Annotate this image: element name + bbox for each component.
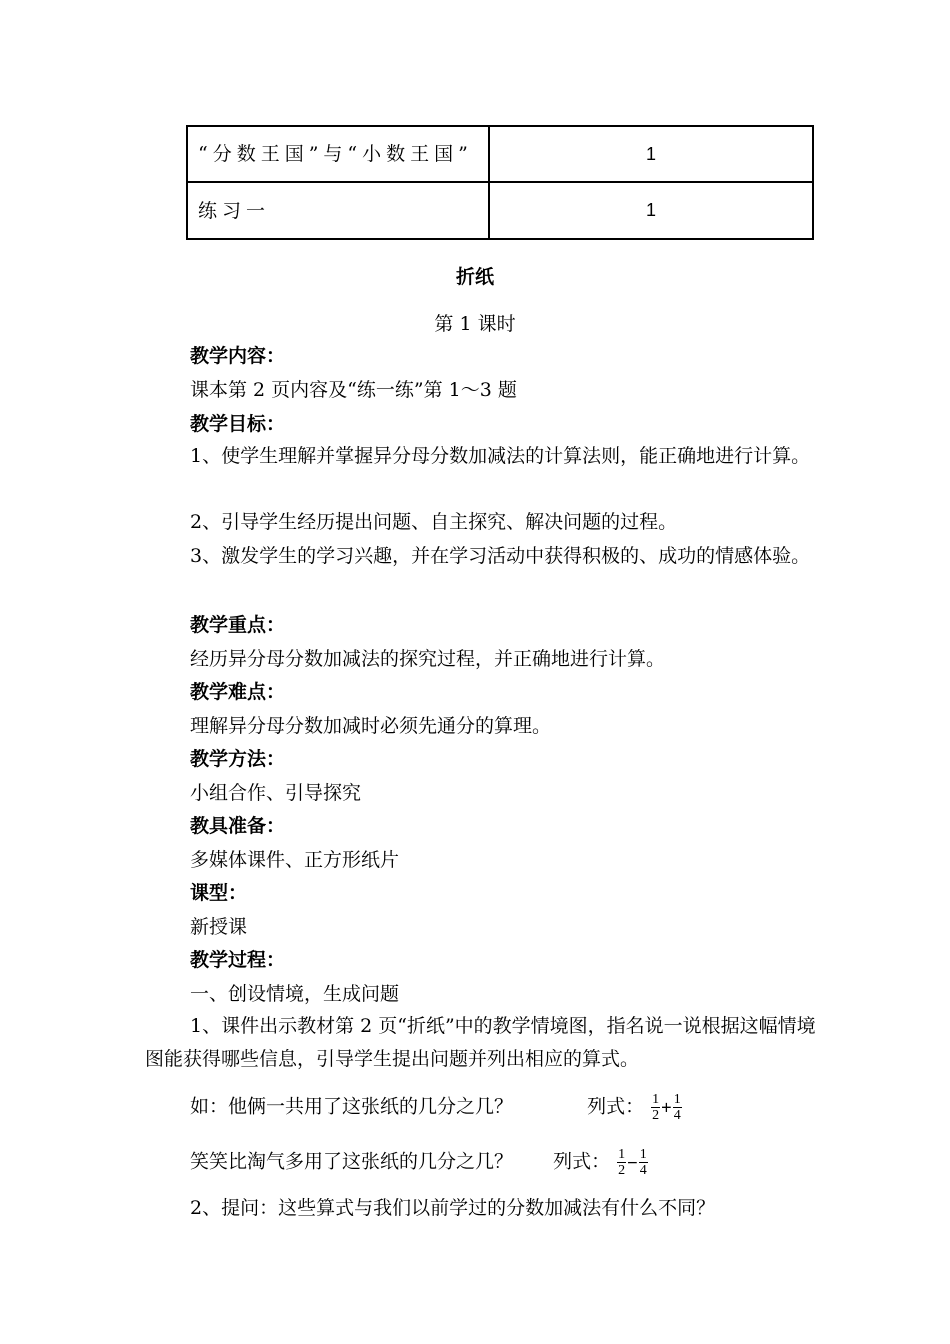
question-text: 如：他俩一共用了这张纸的几分之几？ xyxy=(190,1095,514,1118)
goal-item: 1、使学生理解并掌握异分母分数加减法的计算法则，能正确地进行计算。 xyxy=(190,445,811,467)
content-text: 课本第 2 页内容及“练一练”第 1～3 题 xyxy=(190,379,517,401)
formula-label: 列式： xyxy=(553,1150,611,1173)
lesson-hours-table xyxy=(186,125,814,240)
key-points-text: 经历异分母分数加减法的探究过程，并正确地进行计算。 xyxy=(190,648,666,670)
lesson-type-text: 新授课 xyxy=(190,916,248,938)
lesson-number: 第 1 课时 xyxy=(434,313,516,335)
process-heading: 教学过程： xyxy=(190,949,286,971)
fraction: $\frac{1}{2}$ xyxy=(652,1092,660,1123)
operator: − xyxy=(627,1152,638,1173)
lesson-hours-cell: 1 xyxy=(489,182,813,239)
lesson-title-cell: 练习一 xyxy=(187,182,489,239)
operator: + xyxy=(661,1097,672,1118)
lesson-title-cell: “分数王国”与“小数王国” xyxy=(187,126,489,182)
key-points-heading: 教学重点： xyxy=(190,614,286,636)
difficulties-text: 理解异分母分数加减时必须先通分的算理。 xyxy=(190,715,552,737)
difficulties-heading: 教学难点： xyxy=(190,681,286,703)
process-paragraph: 1、课件出示教材第 2 页“折纸”中的教学情境图，指名说一说根据这幅情境图能获得哪些信息，引导学生提出问题并列出相应的算式。 xyxy=(145,1015,816,1070)
goal-item: 3、激发学生的学习兴趣，并在学习活动中获得积极的、成功的情感体验。 xyxy=(190,545,811,567)
tools-heading: 教具准备： xyxy=(190,815,286,837)
goals-heading: 教学目标： xyxy=(190,413,286,435)
question-text: 笑笑比淘气多用了这张纸的几分之几？ xyxy=(190,1150,514,1173)
question-line xyxy=(190,1092,683,1123)
table-row xyxy=(187,182,813,239)
content-heading: 教学内容： xyxy=(190,345,286,367)
fraction: $\frac{1}{2}$ xyxy=(618,1147,626,1178)
section-title: 折纸 xyxy=(455,266,494,288)
process-step-heading: 一、创设情境，生成问题 xyxy=(190,983,400,1005)
formula-label: 列式： xyxy=(587,1095,645,1118)
process-paragraph: 2、提问：这些算式与我们以前学过的分数加减法有什么不同？ xyxy=(190,1197,716,1219)
question-line xyxy=(190,1147,649,1178)
fraction: $\frac{1}{4}$ xyxy=(639,1147,647,1178)
lesson-hours-cell: 1 xyxy=(489,126,813,182)
goal-item: 2、引导学生经历提出问题、自主探究、解决问题的过程。 xyxy=(190,511,678,533)
table-row xyxy=(187,126,813,182)
methods-heading: 教学方法： xyxy=(190,748,286,770)
methods-text: 小组合作、引导探究 xyxy=(190,782,362,804)
lesson-type-heading: 课型： xyxy=(190,882,248,904)
tools-text: 多媒体课件、正方形纸片 xyxy=(190,849,400,871)
fraction: $\frac{1}{4}$ xyxy=(673,1092,681,1123)
